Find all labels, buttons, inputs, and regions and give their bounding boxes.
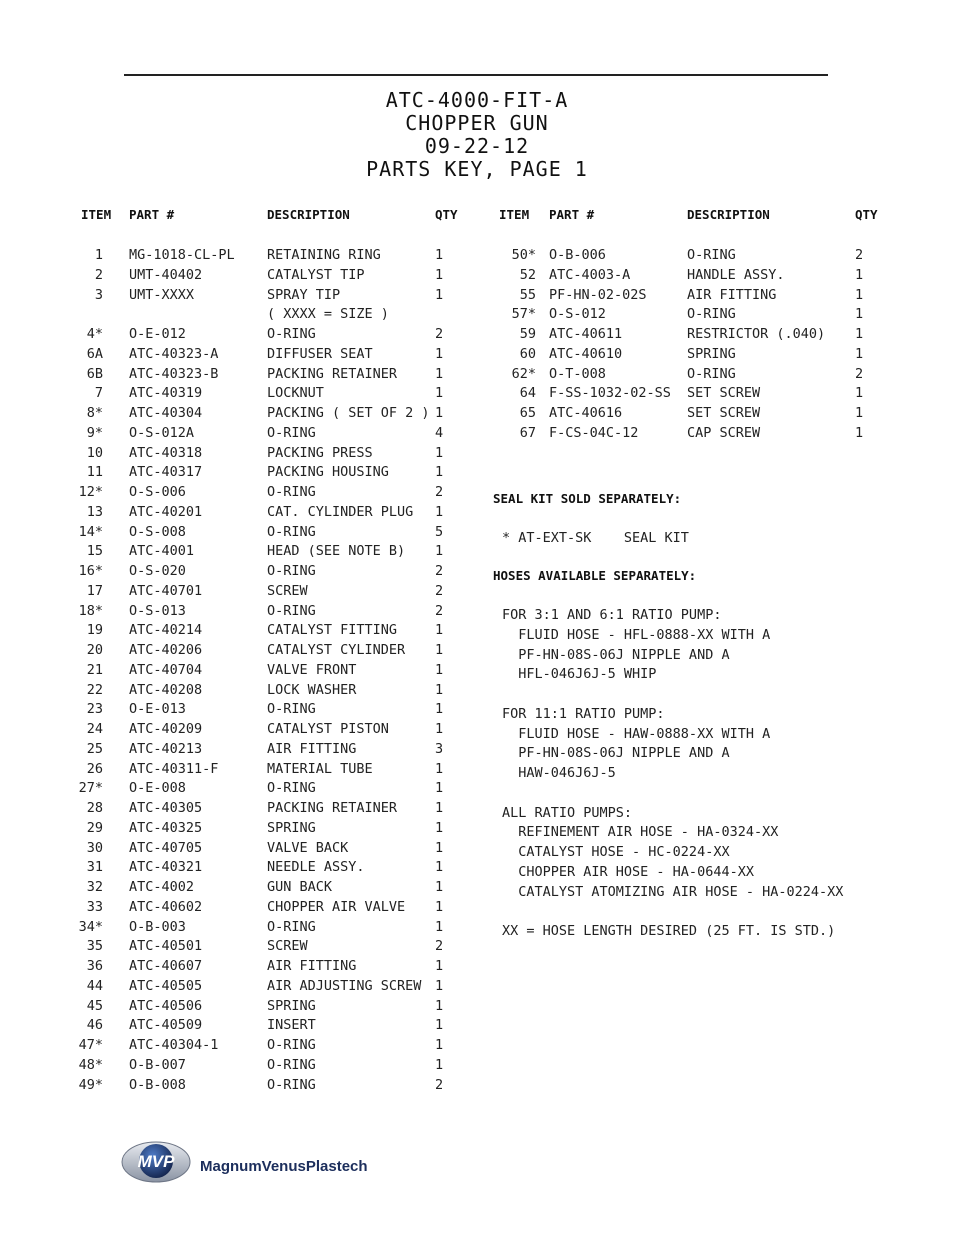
seal-kit-line: * AT-EXT-SK SEAL KIT bbox=[502, 530, 689, 546]
part-description: GUN BACK bbox=[267, 879, 333, 895]
hose-note-line: PF-HN-08S-06J NIPPLE AND A bbox=[502, 745, 730, 762]
part-qty: 1 bbox=[435, 286, 444, 303]
part-description: SCREW bbox=[267, 938, 308, 955]
part-description: O-RING bbox=[267, 563, 316, 579]
part-number: ATC-40501 bbox=[129, 938, 203, 955]
part-number: ATC-40206 bbox=[129, 642, 203, 658]
item-number: 36 bbox=[86, 958, 103, 974]
item-number: 8* bbox=[86, 405, 103, 421]
part-number: O-E-012 bbox=[129, 326, 186, 342]
part-number: O-B-003 bbox=[129, 918, 186, 935]
left-header-part: PART # bbox=[129, 207, 175, 222]
part-description: O-RING bbox=[267, 918, 316, 935]
part-number: ATC-40209 bbox=[129, 721, 203, 737]
title-line-2: CHOPPER GUN bbox=[405, 111, 549, 135]
part-description: O-RING bbox=[267, 1037, 316, 1053]
part-description: O-RING bbox=[687, 365, 736, 382]
part-description: CHOPPER AIR VALVE bbox=[267, 898, 406, 915]
part-description: RETAINING RING bbox=[267, 247, 381, 263]
part-number: F-SS-1032-02-SS bbox=[549, 385, 671, 402]
part-qty: 1 bbox=[435, 247, 444, 263]
part-number: ATC-40704 bbox=[129, 661, 203, 678]
part-description: PACKING RETAINER bbox=[267, 365, 398, 382]
right-header-item: ITEM bbox=[499, 207, 530, 222]
part-number: O-S-012 bbox=[549, 306, 606, 323]
left-header-qty: QTY bbox=[435, 207, 458, 222]
part-description: ( XXXX = SIZE ) bbox=[267, 306, 389, 323]
part-number: ATC-40325 bbox=[129, 819, 203, 836]
item-number: 18* bbox=[78, 602, 103, 619]
hose-note-line: CATALYST ATOMIZING AIR HOSE - HA-0224-XX bbox=[502, 883, 844, 900]
item-number: 3 bbox=[94, 286, 103, 303]
item-number: 60 bbox=[519, 345, 536, 362]
part-qty: 1 bbox=[855, 405, 864, 421]
part-description: AIR FITTING bbox=[267, 740, 357, 757]
part-number: ATC-40509 bbox=[129, 1017, 203, 1034]
part-qty: 1 bbox=[435, 444, 444, 461]
item-number: 1 bbox=[94, 247, 103, 263]
part-qty: 1 bbox=[435, 839, 444, 856]
item-number: 59 bbox=[519, 326, 536, 342]
part-description: O-RING bbox=[267, 701, 316, 718]
part-description: CATALYST PISTON bbox=[267, 721, 389, 737]
part-qty: 1 bbox=[435, 503, 444, 520]
part-qty: 1 bbox=[435, 977, 444, 994]
part-qty: 1 bbox=[855, 385, 864, 402]
part-number: ATC-40705 bbox=[129, 839, 203, 856]
part-number: O-E-013 bbox=[129, 701, 186, 718]
item-number: 34* bbox=[78, 918, 103, 935]
part-qty: 1 bbox=[435, 859, 444, 876]
item-number: 9* bbox=[86, 424, 103, 441]
part-qty: 2 bbox=[435, 1076, 444, 1093]
part-number: ATC-40323-B bbox=[129, 365, 219, 382]
part-number: O-T-008 bbox=[549, 365, 606, 382]
part-number: ATC-4003-A bbox=[549, 266, 631, 283]
part-description: PACKING ( SET OF 2 ) bbox=[267, 405, 430, 421]
part-number: ATC-40611 bbox=[549, 326, 623, 342]
part-qty: 3 bbox=[435, 740, 444, 757]
item-number: 31 bbox=[86, 859, 103, 876]
item-number: 4* bbox=[86, 326, 103, 342]
part-number: ATC-40317 bbox=[129, 464, 203, 481]
part-qty: 1 bbox=[435, 780, 444, 797]
part-qty: 2 bbox=[435, 563, 444, 579]
item-number: 44 bbox=[86, 977, 103, 994]
item-number: 17 bbox=[86, 582, 103, 599]
part-qty: 1 bbox=[435, 997, 444, 1014]
item-number: 47* bbox=[78, 1037, 103, 1053]
part-number: O-S-012A bbox=[129, 424, 195, 441]
part-number: ATC-40319 bbox=[129, 385, 203, 402]
part-number: UMT-40402 bbox=[129, 266, 203, 283]
part-number: ATC-40506 bbox=[129, 997, 203, 1014]
left-header-item: ITEM bbox=[81, 207, 112, 222]
item-number: 20 bbox=[86, 642, 103, 658]
item-number: 19 bbox=[86, 622, 103, 639]
part-qty: 2 bbox=[855, 365, 864, 382]
part-description: O-RING bbox=[267, 424, 316, 441]
part-number: ATC-40607 bbox=[129, 958, 203, 974]
part-description: LOCK WASHER bbox=[267, 681, 357, 698]
part-qty: 1 bbox=[855, 266, 864, 283]
part-qty: 1 bbox=[435, 266, 444, 283]
part-number: ATC-40208 bbox=[129, 681, 203, 698]
part-qty: 1 bbox=[435, 721, 444, 737]
part-number: ATC-40323-A bbox=[129, 345, 219, 362]
item-number: 29 bbox=[86, 819, 103, 836]
top-rule bbox=[124, 74, 828, 76]
part-number: O-B-006 bbox=[549, 247, 606, 263]
item-number: 16* bbox=[78, 563, 103, 579]
part-number: ATC-40201 bbox=[129, 503, 203, 520]
item-number: 27* bbox=[78, 780, 103, 797]
item-number: 57* bbox=[511, 306, 536, 323]
part-description: SPRING bbox=[267, 997, 316, 1014]
item-number: 6B bbox=[86, 365, 103, 382]
part-qty: 1 bbox=[435, 365, 444, 382]
item-number: 24 bbox=[86, 721, 103, 737]
item-number: 67 bbox=[519, 424, 536, 441]
hose-note-line: FLUID HOSE - HFL-0888-XX WITH A bbox=[502, 626, 771, 643]
hose-note-line: FOR 11:1 RATIO PUMP: bbox=[502, 705, 665, 722]
item-number: 26 bbox=[86, 760, 103, 777]
part-description: HEAD (SEE NOTE B) bbox=[267, 543, 406, 560]
part-number: ATC-40701 bbox=[129, 582, 203, 599]
part-number: O-S-020 bbox=[129, 563, 186, 579]
item-number: 13 bbox=[86, 503, 103, 520]
item-number: 65 bbox=[519, 405, 536, 421]
part-description: AIR ADJUSTING SCREW bbox=[267, 977, 422, 994]
part-description: PACKING PRESS bbox=[267, 444, 373, 461]
part-qty: 1 bbox=[435, 898, 444, 915]
part-qty: 4 bbox=[435, 424, 444, 441]
part-qty: 1 bbox=[855, 345, 864, 362]
part-qty: 1 bbox=[435, 1037, 444, 1053]
part-description: NEEDLE ASSY. bbox=[267, 859, 365, 876]
item-number: 28 bbox=[86, 800, 103, 816]
hose-note-line: CATALYST HOSE - HC-0224-XX bbox=[502, 844, 730, 860]
part-number: PF-HN-02-02S bbox=[549, 286, 647, 303]
part-description: O-RING bbox=[267, 602, 316, 619]
logo-name: MagnumVenusPlastech bbox=[200, 1158, 368, 1175]
part-qty: 1 bbox=[435, 642, 444, 658]
part-qty: 1 bbox=[855, 286, 864, 303]
item-number: 49* bbox=[78, 1076, 103, 1093]
part-description: CATALYST CYLINDER bbox=[267, 642, 406, 658]
part-description: O-RING bbox=[687, 247, 736, 263]
part-number: F-CS-04C-12 bbox=[549, 424, 639, 441]
part-description: PACKING RETAINER bbox=[267, 800, 398, 816]
part-number: O-B-007 bbox=[129, 1056, 186, 1073]
part-number: MG-1018-CL-PL bbox=[129, 247, 235, 263]
part-qty: 1 bbox=[435, 701, 444, 718]
item-number: 22 bbox=[86, 681, 103, 698]
mvp-logo bbox=[118, 1132, 418, 1192]
part-number: ATC-40304 bbox=[129, 405, 203, 421]
part-description: HANDLE ASSY. bbox=[687, 266, 785, 283]
part-description: CAP SCREW bbox=[687, 424, 761, 441]
part-qty: 1 bbox=[435, 405, 444, 421]
part-number: ATC-40318 bbox=[129, 444, 203, 461]
part-qty: 1 bbox=[435, 918, 444, 935]
part-qty: 1 bbox=[855, 306, 864, 323]
part-number: ATC-40616 bbox=[549, 405, 623, 421]
part-qty: 1 bbox=[435, 543, 444, 560]
part-number: UMT-XXXX bbox=[129, 286, 195, 303]
item-number: 14* bbox=[78, 523, 103, 540]
hoses-heading: HOSES AVAILABLE SEPARATELY: bbox=[493, 568, 697, 583]
part-qty: 1 bbox=[435, 661, 444, 678]
part-description: O-RING bbox=[267, 1076, 316, 1093]
part-description: MATERIAL TUBE bbox=[267, 760, 373, 777]
part-qty: 1 bbox=[855, 424, 864, 441]
part-description: CAT. CYLINDER PLUG bbox=[267, 503, 414, 520]
hose-note-line: FLUID HOSE - HAW-0888-XX WITH A bbox=[502, 725, 771, 742]
part-qty: 1 bbox=[435, 800, 444, 816]
part-description: INSERT bbox=[267, 1017, 316, 1034]
item-number: 32 bbox=[86, 879, 103, 895]
part-qty: 1 bbox=[435, 879, 444, 895]
part-qty: 1 bbox=[435, 345, 444, 362]
part-qty: 2 bbox=[435, 602, 444, 619]
item-number: 25 bbox=[86, 740, 103, 757]
title-line-4: PARTS KEY, PAGE 1 bbox=[366, 157, 588, 181]
item-number: 55 bbox=[519, 286, 536, 303]
item-number: 11 bbox=[86, 464, 103, 481]
part-number: ATC-4001 bbox=[129, 543, 195, 560]
part-number: ATC-40311-F bbox=[129, 760, 219, 777]
part-description: LOCKNUT bbox=[267, 385, 324, 402]
part-number: O-S-013 bbox=[129, 602, 186, 619]
part-number: ATC-40321 bbox=[129, 859, 203, 876]
hose-note-line: HFL-046J6J-5 WHIP bbox=[502, 666, 657, 683]
hose-note-line: REFINEMENT AIR HOSE - HA-0324-XX bbox=[502, 824, 779, 841]
item-number: 45 bbox=[86, 997, 103, 1014]
item-number: 2 bbox=[94, 266, 103, 283]
item-number: 10 bbox=[86, 444, 103, 461]
part-number: ATC-40304-1 bbox=[129, 1037, 219, 1053]
part-qty: 1 bbox=[855, 326, 864, 342]
part-number: O-B-008 bbox=[129, 1076, 186, 1093]
part-qty: 1 bbox=[435, 819, 444, 836]
hose-note-line: XX = HOSE LENGTH DESIRED (25 FT. IS STD.) bbox=[502, 923, 836, 939]
part-description: CATALYST TIP bbox=[267, 266, 365, 283]
hose-note-line: HAW-046J6J-5 bbox=[502, 765, 616, 781]
part-description: AIR FITTING bbox=[267, 958, 357, 974]
item-number: 50* bbox=[511, 247, 536, 263]
part-number: ATC-40214 bbox=[129, 622, 203, 639]
part-qty: 1 bbox=[435, 958, 444, 974]
part-number: ATC-40213 bbox=[129, 740, 203, 757]
part-description: SPRING bbox=[267, 819, 316, 836]
left-header-description: DESCRIPTION bbox=[267, 207, 350, 222]
logo-mark: MVP bbox=[137, 1152, 175, 1171]
item-number: 30 bbox=[86, 839, 103, 856]
part-number: ATC-40610 bbox=[549, 345, 623, 362]
part-description: RESTRICTOR (.040) bbox=[687, 326, 826, 342]
part-qty: 1 bbox=[435, 622, 444, 639]
right-header-qty: QTY bbox=[855, 207, 878, 222]
item-number: 12* bbox=[78, 484, 103, 500]
part-description: PACKING HOUSING bbox=[267, 464, 389, 481]
item-number: 64 bbox=[519, 385, 536, 402]
part-description: O-RING bbox=[267, 326, 316, 342]
part-description: SET SCREW bbox=[687, 385, 761, 402]
part-qty: 5 bbox=[435, 523, 444, 540]
part-number: O-E-008 bbox=[129, 780, 186, 797]
item-number: 21 bbox=[86, 661, 103, 678]
item-number: 35 bbox=[86, 938, 103, 955]
hose-note-line: ALL RATIO PUMPS: bbox=[502, 804, 633, 821]
part-number: O-S-008 bbox=[129, 523, 186, 540]
part-qty: 2 bbox=[435, 484, 444, 500]
title-line-3: 09-22-12 bbox=[424, 134, 530, 158]
part-description: O-RING bbox=[687, 306, 736, 323]
part-qty: 1 bbox=[435, 681, 444, 698]
part-description: SET SCREW bbox=[687, 405, 761, 421]
part-qty: 1 bbox=[435, 760, 444, 777]
part-qty: 2 bbox=[435, 938, 444, 955]
part-description: SPRING bbox=[687, 345, 736, 362]
item-number: 62* bbox=[511, 365, 536, 382]
item-number: 7 bbox=[94, 385, 103, 402]
part-description: VALVE BACK bbox=[267, 839, 349, 856]
part-description: SPRAY TIP bbox=[267, 286, 341, 303]
part-number: ATC-40602 bbox=[129, 898, 203, 915]
part-number: ATC-40305 bbox=[129, 800, 203, 816]
part-description: DIFFUSER SEAT bbox=[267, 345, 373, 362]
part-number: ATC-4002 bbox=[129, 879, 195, 895]
part-qty: 1 bbox=[435, 1017, 444, 1034]
hose-note-line: FOR 3:1 AND 6:1 RATIO PUMP: bbox=[502, 607, 722, 623]
part-description: O-RING bbox=[267, 1056, 316, 1073]
item-number: 33 bbox=[86, 898, 103, 915]
part-description: AIR FITTING bbox=[687, 286, 777, 303]
part-description: O-RING bbox=[267, 484, 316, 500]
part-qty: 2 bbox=[435, 582, 444, 599]
part-qty: 1 bbox=[435, 385, 444, 402]
title-line-1: ATC-4000-FIT-A bbox=[385, 88, 569, 112]
part-qty: 1 bbox=[435, 1056, 444, 1073]
part-qty: 2 bbox=[855, 247, 864, 263]
part-number: ATC-40505 bbox=[129, 977, 203, 994]
part-qty: 1 bbox=[435, 464, 444, 481]
item-number: 6A bbox=[86, 345, 103, 362]
part-description: VALVE FRONT bbox=[267, 661, 357, 678]
part-description: O-RING bbox=[267, 780, 316, 797]
hose-note-line: CHOPPER AIR HOSE - HA-0644-XX bbox=[502, 863, 754, 880]
item-number: 46 bbox=[86, 1017, 103, 1034]
part-description: CATALYST FITTING bbox=[267, 622, 398, 639]
item-number: 23 bbox=[86, 701, 103, 718]
item-number: 48* bbox=[78, 1056, 103, 1073]
part-qty: 2 bbox=[435, 326, 444, 342]
hose-note-line: PF-HN-08S-06J NIPPLE AND A bbox=[502, 646, 730, 663]
part-number: O-S-006 bbox=[129, 484, 186, 500]
right-header-description: DESCRIPTION bbox=[687, 207, 770, 222]
part-description: O-RING bbox=[267, 523, 316, 540]
item-number: 52 bbox=[519, 266, 536, 283]
seal-kit-heading: SEAL KIT SOLD SEPARATELY: bbox=[493, 491, 682, 506]
item-number: 15 bbox=[86, 543, 103, 560]
part-description: SCREW bbox=[267, 582, 308, 599]
right-header-part: PART # bbox=[549, 207, 595, 222]
